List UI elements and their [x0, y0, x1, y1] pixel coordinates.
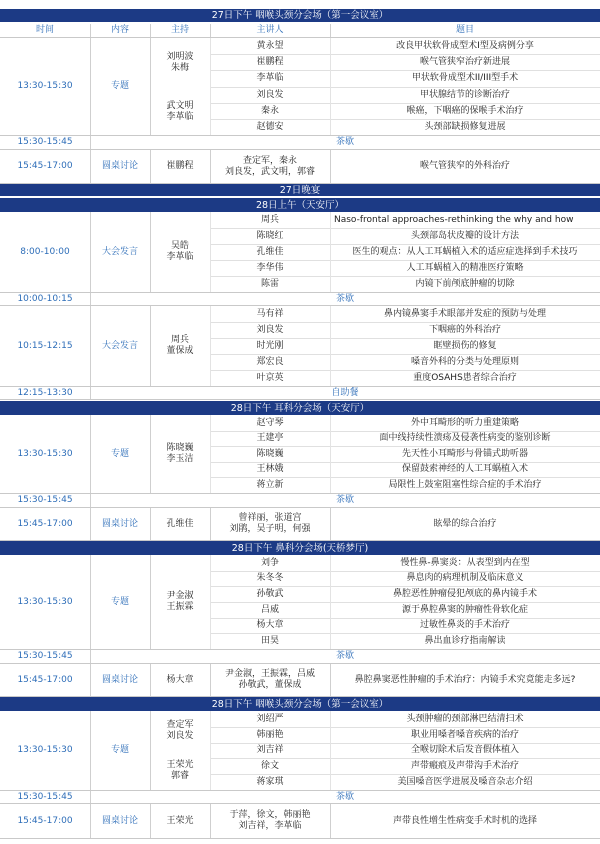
column-divider	[330, 212, 331, 292]
talk-speaker: 刘吉祥	[256, 745, 284, 755]
talk-speaker: 朱冬冬	[256, 573, 284, 583]
talk-topic: Naso-frontal approaches-rethinking the why and how	[334, 214, 574, 225]
column-divider	[210, 508, 211, 540]
session-host: 查定军 刘良发	[166, 720, 194, 741]
talk-topic: 甲状腺结节的诊断治疗	[419, 89, 510, 100]
column-divider	[90, 387, 91, 399]
column-divider	[90, 38, 91, 135]
break-time: 12:15-13:30	[17, 387, 73, 398]
column-divider	[90, 150, 91, 183]
talk-topic: 慢性鼻-鼻窦炎：从表型到内在型	[400, 557, 530, 568]
roundtable-time: 15:45-17:00	[17, 161, 73, 171]
row-divider	[0, 183, 600, 184]
talk-topic: 头颈肿瘤的颈部淋巴结清扫术	[406, 713, 524, 724]
column-divider	[210, 24, 211, 37]
talk-topic: 鼻腔恶性肿瘤侵犯颅底的鼻内镜手术	[392, 588, 537, 599]
talk-topic: 保留鼓索神经的人工耳蜗植入术	[401, 464, 528, 474]
column-divider	[150, 24, 151, 37]
session-time: 8:00-10:00	[20, 246, 70, 257]
talk-speaker: 陈晓红	[256, 230, 284, 241]
column-divider	[150, 38, 151, 135]
talk-topic: 职业用嗓者嗓音疾病的治疗	[410, 729, 519, 740]
session-time: 13:30-15:30	[17, 448, 73, 459]
talk-speaker: 秦永	[260, 105, 279, 116]
break-label: 茶歇	[335, 495, 354, 505]
column-divider	[150, 804, 151, 838]
roundtable-time: 15:45-17:00	[17, 518, 73, 529]
column-divider	[330, 804, 331, 838]
break-label: 茶歇	[335, 137, 354, 147]
talk-speaker: 李华伟	[256, 262, 284, 273]
roundtable-host: 孔维佳	[166, 518, 194, 529]
column-divider	[90, 212, 91, 292]
session-host: 武文明 李革临	[166, 100, 194, 122]
break-time: 15:30-15:45	[17, 791, 73, 802]
roundtable-type: 圆桌讨论	[101, 518, 138, 529]
column-divider	[150, 508, 151, 540]
session-host: 尹金淑 王振霖	[166, 591, 194, 612]
break-label: 茶歇	[335, 293, 354, 304]
column-divider	[150, 711, 151, 790]
column-divider	[210, 711, 211, 790]
talk-speaker: 刘良发	[256, 324, 284, 335]
column-divider	[210, 38, 211, 135]
roundtable-panelists: 曾祥丽，张道宫 刘鹃，吴子明，何强	[229, 513, 311, 534]
talk-topic: 改良甲状软骨成型术I型及病例分享	[396, 40, 534, 51]
section-header: 27日下午 咽喉头颈分会场（第一会议室）	[0, 9, 600, 22]
talk-topic: 喉气管狭窄治疗新进展	[419, 56, 510, 67]
column-divider	[90, 791, 91, 803]
talk-topic: 甲状软骨成型术II/III型手术	[411, 73, 519, 83]
row-divider	[0, 135, 600, 136]
talk-speaker: 赵守琴	[256, 417, 284, 428]
column-divider	[150, 555, 151, 649]
talk-topic: 重度OSAHS患者综合治疗	[413, 372, 517, 383]
column-divider	[90, 650, 91, 663]
talk-topic: 鼻内镜鼻窦手术眼部并发症的预防与处理	[383, 308, 546, 319]
talk-speaker: 陈雷	[260, 278, 279, 289]
column-divider	[330, 150, 331, 183]
column-divider	[210, 415, 211, 493]
talk-speaker: 郑宏良	[256, 356, 284, 367]
talk-topic: 过敏性鼻炎的手术治疗	[419, 620, 510, 630]
talk-speaker: 李革临	[256, 73, 284, 83]
header-topic: 题目	[455, 25, 474, 35]
talk-speaker: 黄永望	[256, 40, 284, 51]
talk-topic: 美国嗓音医学进展及嗓音杂志介绍	[397, 776, 533, 787]
talk-speaker: 吕威	[260, 604, 279, 615]
session-host: 刘明波 朱梅	[166, 52, 194, 73]
talk-topic: 全喉切除术后发音假体植入	[410, 745, 519, 755]
row-divider	[0, 790, 600, 791]
break-label: 自助餐	[331, 387, 359, 398]
session-time: 13:30-15:30	[17, 81, 73, 91]
roundtable-time: 15:45-17:00	[17, 674, 73, 685]
session-host: 周兵 董保成	[166, 335, 194, 356]
roundtable-host: 杨大章	[166, 674, 194, 685]
column-divider	[210, 150, 211, 183]
column-divider	[210, 306, 211, 386]
roundtable-panelists: 尹金淑，王振霖，吕威 孙敬武，董保成	[224, 669, 315, 690]
roundtable-topic: 眩晕的综合治疗	[433, 518, 497, 529]
column-divider	[90, 24, 91, 37]
column-divider	[150, 150, 151, 183]
row-divider	[0, 399, 600, 400]
roundtable-topic: 鼻腔鼻窦恶性肿瘤的手术治疗：内镜手术究竟能走多远?	[354, 674, 576, 685]
talk-speaker: 蒋立新	[256, 479, 284, 490]
talk-topic: 鼻息肉的病理机制及临床意义	[406, 573, 524, 583]
column-divider	[150, 306, 151, 386]
header-host: 主持	[170, 25, 189, 35]
column-divider	[90, 804, 91, 838]
talk-topic: 面中线持续性溃疡及侵袭性病变的鉴别诊断	[379, 433, 551, 443]
column-divider	[330, 38, 331, 135]
roundtable-type: 圆桌讨论	[101, 161, 138, 171]
talk-topic: 头颈部岛状皮瓣的设计方法	[410, 230, 519, 241]
roundtable-panelists: 于萍，徐文，韩丽艳 刘吉祥，李革临	[229, 810, 311, 831]
talk-topic: 内镜下前颅底肿瘤的切除	[415, 278, 515, 289]
talk-speaker: 时光刚	[256, 340, 284, 351]
header-time: 时间	[35, 25, 54, 35]
row-divider	[0, 292, 600, 293]
talk-speaker: 叶京英	[256, 372, 284, 383]
session-host: 陈晓巍 李玉洁	[166, 443, 194, 464]
talk-speaker: 崔鹏程	[256, 56, 284, 67]
row-divider	[0, 649, 600, 650]
session-type: 大会发言	[101, 340, 138, 351]
roundtable-host: 王荣光	[166, 815, 194, 826]
roundtable-type: 圆桌讨论	[101, 674, 138, 685]
session-time: 13:30-15:30	[17, 745, 73, 755]
column-divider	[330, 508, 331, 540]
talk-speaker: 杨大章	[256, 620, 284, 630]
talk-speaker: 王林娥	[256, 464, 284, 474]
column-divider	[150, 212, 151, 292]
talk-topic: 眶壁损伤的修复	[433, 340, 497, 351]
column-divider	[330, 711, 331, 790]
column-divider	[210, 664, 211, 696]
section-header: 28日下午 鼻科分会场(天桥梦厅)	[0, 541, 600, 555]
talk-topic: 源于鼻腔鼻窦的肿瘤性骨软化症	[401, 604, 528, 615]
column-divider	[90, 664, 91, 696]
talk-topic: 头颈部缺损修复进展	[424, 121, 506, 132]
session-type: 专题	[110, 596, 129, 607]
talk-topic: 鼻出血诊疗指南解读	[424, 635, 506, 646]
talk-speaker: 马有祥	[256, 308, 284, 319]
header-speaker: 主讲人	[256, 25, 284, 35]
break-time: 10:00-10:15	[17, 293, 73, 304]
roundtable-type: 圆桌讨论	[101, 815, 138, 826]
talk-topic: 嗓音外科的分类与处理原则	[410, 356, 519, 367]
column-divider	[330, 415, 331, 493]
talk-topic: 先天性小耳畸形与骨锚式助听器	[401, 448, 528, 459]
column-divider	[90, 555, 91, 649]
column-divider	[330, 24, 331, 37]
column-divider	[90, 293, 91, 305]
talk-speaker: 王建亭	[256, 433, 284, 443]
section-header: 28日下午 咽喉头颈分会场（第一会议室）	[0, 697, 600, 711]
column-divider	[90, 711, 91, 790]
column-divider	[210, 804, 211, 838]
column-divider	[330, 306, 331, 386]
talk-speaker: 刘良发	[256, 89, 284, 100]
talk-speaker: 刘绍严	[256, 713, 284, 724]
row-divider	[0, 386, 600, 387]
talk-speaker: 徐文	[260, 760, 279, 771]
break-time: 15:30-15:45	[17, 651, 73, 661]
session-time: 13:30-15:30	[17, 596, 73, 607]
row-divider	[0, 696, 600, 697]
roundtable-host: 崔鹏程	[166, 161, 194, 171]
talk-speaker: 刘争	[260, 557, 279, 568]
roundtable-topic: 声带良性增生性病变手术时机的选择	[392, 815, 537, 826]
talk-speaker: 孔维佳	[256, 246, 284, 257]
section-header: 28日上午（天安厅）	[0, 198, 600, 212]
column-divider	[90, 415, 91, 493]
talk-topic: 外中耳畸形的听力重建策略	[410, 417, 519, 428]
talk-speaker: 周兵	[260, 214, 279, 225]
row-divider	[0, 540, 600, 541]
talk-topic: 人工耳蜗植入的精准医疗策略	[406, 262, 524, 273]
column-divider	[90, 136, 91, 149]
header-content: 内容	[110, 25, 129, 35]
roundtable-topic: 喉气管狭窄的外科治疗	[419, 161, 510, 171]
roundtable-time: 15:45-17:00	[17, 815, 73, 826]
section-header: 28日下午 耳科分会场（天安厅）	[0, 401, 600, 415]
break-time: 15:30-15:45	[17, 495, 73, 505]
session-type: 专题	[110, 745, 129, 755]
session-time: 10:15-12:15	[17, 340, 73, 351]
column-divider	[210, 555, 211, 649]
column-divider	[90, 494, 91, 507]
column-divider	[150, 664, 151, 696]
break-label: 茶歇	[335, 791, 354, 802]
talk-topic: 局限性上鼓室阻塞性综合症的手术治疗	[388, 479, 542, 490]
talk-topic: 喉癌，下咽癌的保喉手术治疗	[406, 105, 524, 116]
break-time: 15:30-15:45	[17, 137, 73, 147]
talk-speaker: 赵德安	[256, 121, 284, 132]
column-divider	[330, 664, 331, 696]
talk-topic: 医生的观点：从人工耳蜗植入术的适应症选择到手术技巧	[352, 246, 578, 257]
column-divider	[90, 508, 91, 540]
session-host: 王荣光 郭睿	[166, 759, 194, 781]
column-divider	[210, 212, 211, 292]
row-divider	[0, 838, 600, 839]
column-divider	[150, 415, 151, 493]
column-divider	[90, 306, 91, 386]
section-header: 27日晚宴	[0, 184, 600, 196]
session-type: 大会发言	[101, 246, 138, 257]
talk-speaker: 陈晓巍	[256, 448, 284, 459]
session-type: 专题	[110, 81, 129, 91]
talk-speaker: 孙敬武	[256, 588, 284, 599]
break-label: 茶歇	[335, 651, 354, 661]
roundtable-panelists: 查定军，秦永 刘良发，武文明，郭睿	[224, 155, 315, 177]
session-host: 吴皓 李革临	[166, 241, 194, 262]
talk-topic: 声带瘢痕及声带沟手术治疗	[410, 760, 519, 771]
talk-topic: 下咽癌的外科治疗	[428, 324, 501, 335]
talk-speaker: 蒋家琪	[256, 776, 284, 787]
column-divider	[330, 555, 331, 649]
talk-speaker: 田昊	[260, 635, 279, 646]
session-type: 专题	[110, 448, 129, 459]
row-divider	[0, 493, 600, 494]
talk-speaker: 韩丽艳	[256, 729, 284, 740]
